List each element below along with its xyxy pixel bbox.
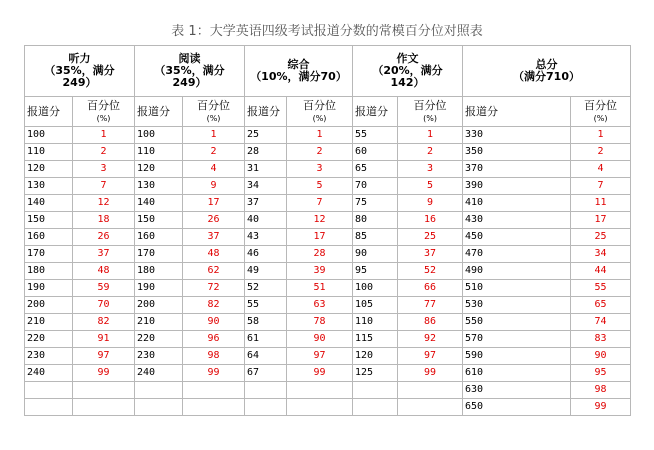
score-cell: 58 <box>245 314 287 331</box>
score-cell: 220 <box>135 331 183 348</box>
percentile-cell: 25 <box>571 229 631 246</box>
table-row <box>25 212 631 229</box>
percentile-cell: 7 <box>73 178 135 195</box>
score-cell: 140 <box>135 195 183 212</box>
score-cell: 610 <box>463 365 571 382</box>
score-cell: 67 <box>245 365 287 382</box>
score-cell: 230 <box>25 348 73 365</box>
percentile-unit: (%) <box>593 113 608 123</box>
percentile-cell: 16 <box>398 212 463 229</box>
score-column-header: 报道分 <box>245 97 287 127</box>
score-cell: 31 <box>245 161 287 178</box>
percentile-cell: 99 <box>287 365 353 382</box>
percentile-cell: 4 <box>571 161 631 178</box>
percentile-cell: 3 <box>287 161 353 178</box>
percentile-cell: 12 <box>287 212 353 229</box>
score-column-header: 报道分 <box>25 97 73 127</box>
percentile-cell: 4 <box>183 161 245 178</box>
score-cell: 110 <box>353 314 398 331</box>
percentile-cell: 99 <box>571 399 631 416</box>
percentile-cell: 18 <box>73 212 135 229</box>
score-cell: 90 <box>353 246 398 263</box>
score-cell: 430 <box>463 212 571 229</box>
percentile-cell <box>73 399 135 416</box>
score-cell <box>135 382 183 399</box>
score-cell: 80 <box>353 212 398 229</box>
percentile-label: 百分位 <box>584 98 618 112</box>
percentile-cell: 62 <box>183 263 245 280</box>
percentile-cell: 82 <box>183 297 245 314</box>
score-cell: 150 <box>25 212 73 229</box>
score-cell: 125 <box>353 365 398 382</box>
score-cell <box>245 399 287 416</box>
score-cell: 650 <box>463 399 571 416</box>
percentile-column-header <box>398 97 463 127</box>
column-header-row <box>25 97 631 127</box>
percentile-label: 百分位 <box>303 98 336 112</box>
group-header <box>135 46 245 97</box>
percentile-cell: 17 <box>183 195 245 212</box>
score-cell: 330 <box>463 127 571 144</box>
table-row <box>25 314 631 331</box>
group-header-name: 阅读 <box>178 52 201 65</box>
percentile-cell: 65 <box>571 297 631 314</box>
percentile-cell: 37 <box>398 246 463 263</box>
percentile-cell: 37 <box>183 229 245 246</box>
percentile-column-header <box>73 97 135 127</box>
score-cell: 170 <box>135 246 183 263</box>
group-header-detail: （20%，满分 <box>372 64 443 77</box>
percentile-column-header <box>287 97 353 127</box>
score-cell: 64 <box>245 348 287 365</box>
score-cell: 110 <box>25 144 73 161</box>
score-cell: 130 <box>135 178 183 195</box>
score-cell <box>25 382 73 399</box>
percentile-cell <box>73 382 135 399</box>
score-cell: 55 <box>353 127 398 144</box>
percentile-cell: 70 <box>73 297 135 314</box>
score-cell: 450 <box>463 229 571 246</box>
percentile-cell <box>287 399 353 416</box>
percentile-cell: 95 <box>571 365 631 382</box>
percentile-cell: 82 <box>73 314 135 331</box>
percentile-cell: 11 <box>571 195 631 212</box>
group-header-detail: （10%，满分70） <box>250 70 347 83</box>
score-cell: 570 <box>463 331 571 348</box>
percentile-cell: 83 <box>571 331 631 348</box>
percentile-cell: 25 <box>398 229 463 246</box>
score-cell: 115 <box>353 331 398 348</box>
score-cell: 105 <box>353 297 398 314</box>
score-cell: 100 <box>135 127 183 144</box>
score-cell: 65 <box>353 161 398 178</box>
percentile-cell: 3 <box>398 161 463 178</box>
percentile-cell: 74 <box>571 314 631 331</box>
percentile-cell: 39 <box>287 263 353 280</box>
score-cell: 210 <box>135 314 183 331</box>
group-header-max: 142） <box>390 76 425 89</box>
score-cell: 55 <box>245 297 287 314</box>
percentile-table <box>24 45 631 416</box>
percentile-cell: 1 <box>183 127 245 144</box>
percentile-cell: 63 <box>287 297 353 314</box>
percentile-cell: 17 <box>571 212 631 229</box>
percentile-cell <box>183 382 245 399</box>
table-row <box>25 263 631 280</box>
percentile-cell: 2 <box>287 144 353 161</box>
percentile-cell: 48 <box>73 263 135 280</box>
percentile-cell: 37 <box>73 246 135 263</box>
percentile-unit: (%) <box>96 113 111 123</box>
table-row <box>25 280 631 297</box>
table-row <box>25 382 631 399</box>
table-row <box>25 161 631 178</box>
group-header <box>463 46 631 97</box>
percentile-cell: 1 <box>73 127 135 144</box>
percentile-unit: (%) <box>206 113 221 123</box>
score-cell: 34 <box>245 178 287 195</box>
group-header-detail: （35%，满分 <box>154 64 225 77</box>
score-cell: 240 <box>135 365 183 382</box>
score-cell <box>353 382 398 399</box>
score-cell: 70 <box>353 178 398 195</box>
score-cell: 510 <box>463 280 571 297</box>
score-cell: 120 <box>135 161 183 178</box>
score-cell: 390 <box>463 178 571 195</box>
score-cell: 28 <box>245 144 287 161</box>
percentile-cell: 7 <box>287 195 353 212</box>
percentile-cell: 2 <box>398 144 463 161</box>
percentile-label: 百分位 <box>197 98 230 112</box>
percentile-cell: 55 <box>571 280 631 297</box>
score-cell: 110 <box>135 144 183 161</box>
percentile-cell: 51 <box>287 280 353 297</box>
percentile-cell: 97 <box>398 348 463 365</box>
score-cell: 160 <box>135 229 183 246</box>
percentile-cell: 9 <box>183 178 245 195</box>
score-cell: 49 <box>245 263 287 280</box>
score-cell <box>25 399 73 416</box>
percentile-cell: 34 <box>571 246 631 263</box>
group-header-detail: （35%，满分 <box>44 64 115 77</box>
percentile-cell: 28 <box>287 246 353 263</box>
score-cell: 370 <box>463 161 571 178</box>
score-cell: 200 <box>25 297 73 314</box>
group-header <box>25 46 135 97</box>
percentile-cell: 52 <box>398 263 463 280</box>
group-header-name: 作文 <box>396 52 419 65</box>
group-header-max: 249） <box>172 76 207 89</box>
table-row <box>25 399 631 416</box>
score-cell: 180 <box>135 263 183 280</box>
percentile-cell: 91 <box>73 331 135 348</box>
percentile-cell: 48 <box>183 246 245 263</box>
group-header-name: 总分 <box>535 58 558 71</box>
percentile-cell: 66 <box>398 280 463 297</box>
score-cell: 630 <box>463 382 571 399</box>
percentile-label: 百分位 <box>87 98 120 112</box>
score-cell: 180 <box>25 263 73 280</box>
percentile-cell: 2 <box>73 144 135 161</box>
score-cell: 200 <box>135 297 183 314</box>
score-cell: 46 <box>245 246 287 263</box>
table-caption: 表 1：大学英语四级考试报道分数的常模百分位对照表 <box>171 24 483 39</box>
group-header-name: 综合 <box>287 58 310 71</box>
score-cell: 120 <box>353 348 398 365</box>
group-header-detail: （满分710） <box>513 70 580 83</box>
score-cell: 40 <box>245 212 287 229</box>
percentile-cell <box>287 382 353 399</box>
group-header <box>353 46 463 97</box>
score-cell: 95 <box>353 263 398 280</box>
percentile-column-header <box>571 97 631 127</box>
percentile-cell: 97 <box>73 348 135 365</box>
score-cell: 61 <box>245 331 287 348</box>
percentile-cell: 77 <box>398 297 463 314</box>
percentile-cell: 97 <box>287 348 353 365</box>
percentile-cell: 5 <box>398 178 463 195</box>
score-cell: 210 <box>25 314 73 331</box>
percentile-cell: 86 <box>398 314 463 331</box>
percentile-cell: 99 <box>398 365 463 382</box>
score-cell: 550 <box>463 314 571 331</box>
percentile-cell <box>398 382 463 399</box>
percentile-unit: (%) <box>312 113 327 123</box>
group-header <box>245 46 353 97</box>
percentile-label: 百分位 <box>413 98 447 112</box>
score-cell: 85 <box>353 229 398 246</box>
score-cell <box>353 399 398 416</box>
table-row <box>25 331 631 348</box>
percentile-cell <box>398 399 463 416</box>
percentile-cell: 59 <box>73 280 135 297</box>
percentile-cell: 44 <box>571 263 631 280</box>
score-cell: 490 <box>463 263 571 280</box>
percentile-cell: 90 <box>571 348 631 365</box>
table-row <box>25 229 631 246</box>
table-row <box>25 144 631 161</box>
percentile-cell: 98 <box>183 348 245 365</box>
percentile-cell: 7 <box>571 178 631 195</box>
table-row <box>25 178 631 195</box>
percentile-cell: 2 <box>183 144 245 161</box>
score-cell: 60 <box>353 144 398 161</box>
score-cell: 100 <box>353 280 398 297</box>
percentile-cell: 1 <box>571 127 631 144</box>
percentile-cell: 9 <box>398 195 463 212</box>
score-cell: 120 <box>25 161 73 178</box>
score-cell: 410 <box>463 195 571 212</box>
percentile-cell: 90 <box>287 331 353 348</box>
score-cell: 150 <box>135 212 183 229</box>
score-cell: 220 <box>25 331 73 348</box>
percentile-cell: 26 <box>73 229 135 246</box>
score-cell: 190 <box>25 280 73 297</box>
percentile-cell: 26 <box>183 212 245 229</box>
score-cell: 130 <box>25 178 73 195</box>
group-header-max: 249） <box>62 76 97 89</box>
score-cell: 190 <box>135 280 183 297</box>
table-row <box>25 348 631 365</box>
percentile-cell <box>183 399 245 416</box>
score-column-header: 报道分 <box>353 97 398 127</box>
percentile-cell: 98 <box>571 382 631 399</box>
percentile-cell: 72 <box>183 280 245 297</box>
table-row <box>25 127 631 144</box>
percentile-cell: 90 <box>183 314 245 331</box>
percentile-cell: 99 <box>73 365 135 382</box>
percentile-column-header <box>183 97 245 127</box>
score-cell <box>245 382 287 399</box>
table-row <box>25 246 631 263</box>
percentile-cell: 3 <box>73 161 135 178</box>
percentile-cell: 99 <box>183 365 245 382</box>
score-cell: 170 <box>25 246 73 263</box>
score-cell: 160 <box>25 229 73 246</box>
score-cell: 140 <box>25 195 73 212</box>
score-cell: 25 <box>245 127 287 144</box>
percentile-cell: 1 <box>398 127 463 144</box>
percentile-unit: (%) <box>423 113 437 123</box>
score-cell: 470 <box>463 246 571 263</box>
score-cell: 43 <box>245 229 287 246</box>
score-cell: 100 <box>25 127 73 144</box>
percentile-cell: 5 <box>287 178 353 195</box>
percentile-cell: 1 <box>287 127 353 144</box>
score-cell: 240 <box>25 365 73 382</box>
percentile-cell: 96 <box>183 331 245 348</box>
score-column-header: 报道分 <box>463 97 571 127</box>
score-cell <box>135 399 183 416</box>
score-cell: 230 <box>135 348 183 365</box>
score-cell: 530 <box>463 297 571 314</box>
table-row <box>25 297 631 314</box>
table-row <box>25 195 631 212</box>
percentile-cell: 17 <box>287 229 353 246</box>
score-cell: 590 <box>463 348 571 365</box>
group-header-name: 听力 <box>68 52 91 65</box>
percentile-cell: 12 <box>73 195 135 212</box>
score-cell: 350 <box>463 144 571 161</box>
table-row <box>25 365 631 382</box>
percentile-cell: 92 <box>398 331 463 348</box>
score-cell: 75 <box>353 195 398 212</box>
percentile-cell: 2 <box>571 144 631 161</box>
group-header-row <box>25 46 631 97</box>
percentile-cell: 78 <box>287 314 353 331</box>
score-column-header: 报道分 <box>135 97 183 127</box>
score-cell: 37 <box>245 195 287 212</box>
score-cell: 52 <box>245 280 287 297</box>
